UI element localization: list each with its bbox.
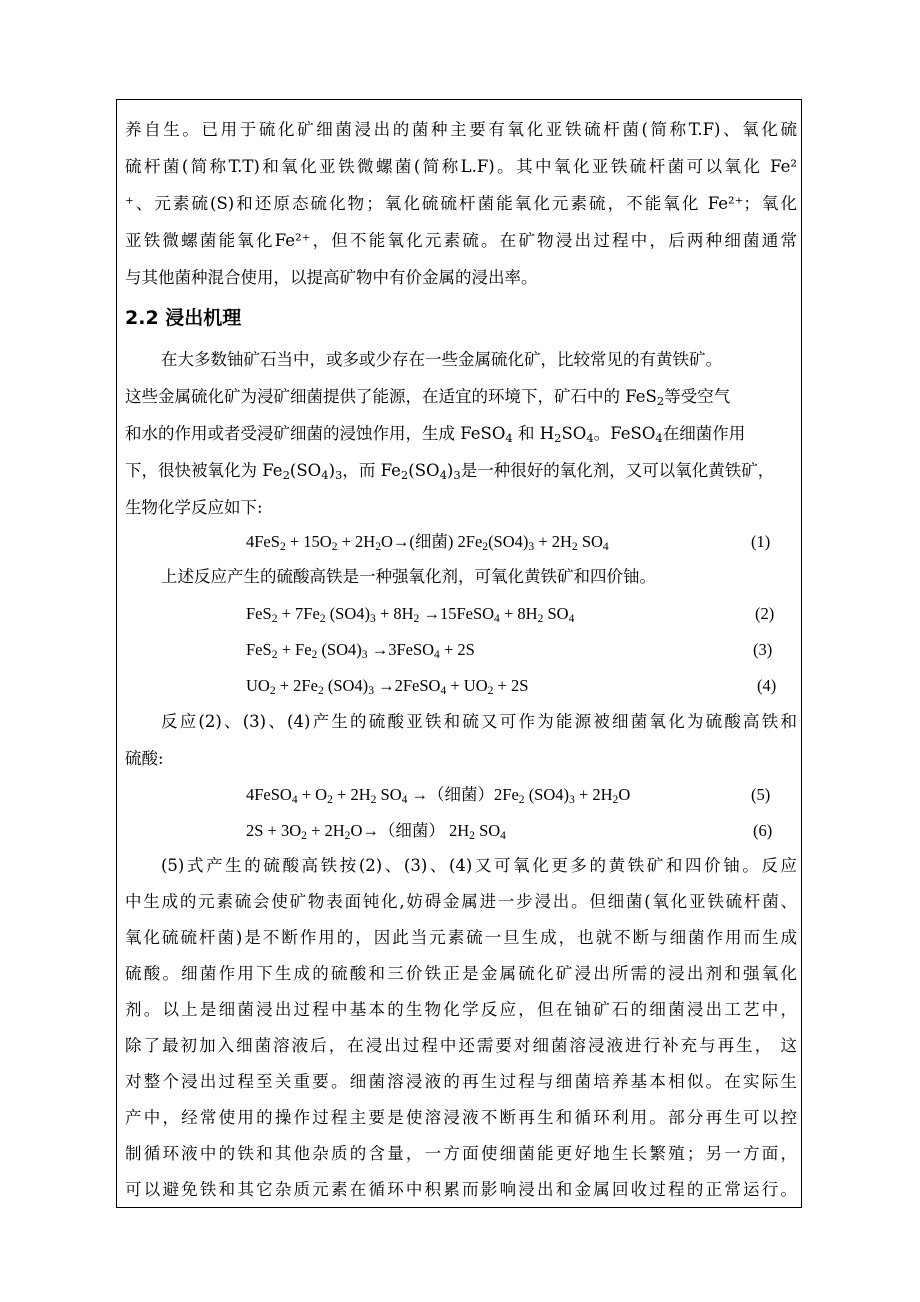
text-line: 产中，经常使用的操作过程主要是使溶浸液不断再生和循环利用。部分再生可以控: [125, 1108, 797, 1127]
text-line: 可以避免铁和其它杂质元素在循环中积累而影响浸出和金属回收过程的正常运行。: [125, 1180, 797, 1199]
text-line: 硫杆菌(简称T.T)和氧化亚铁微螺菌(简称L.F)。其中氧化亚铁硫杆菌可以氧化 Fe²: [125, 157, 797, 176]
equation-1: $4FeS_2 + 15O_2 + 2H_2O\to$(细菌) $2Fe_2(SO4)_3 + 2H_2$ $SO_4$: [246, 532, 609, 553]
text-line: 上述反应产生的硫酸高铁是一种强氧化剂，可氧化黄铁矿和四价铀。: [161, 567, 656, 586]
text-line: 与其他菌种混合使用，以提高矿物中有价金属的浸出率。: [125, 268, 538, 287]
equation-number: (6): [753, 821, 773, 840]
text-line: 剂。以上是细菌浸出过程中基本的生物化学反应，但在铀矿石的细菌浸出工艺中，: [125, 1000, 797, 1019]
text-line: 亚铁微螺菌能氧化Fe²⁺，但不能氧化元素硫。在矿物浸出过程中，后两种细菌通常: [125, 231, 797, 250]
equation-number: (1): [751, 532, 771, 551]
text-line: 中生成的元素硫会使矿物表面钝化,妨碍金属进一步浸出。但细菌(氧化亚铁硫杆菌、: [125, 892, 797, 911]
text-line: 下，很快被氧化为 $Fe_2(SO_4)_3$，而 $Fe_2(SO_4)_3$是一种很好的氧化剂，又可以氧化黄铁矿，: [125, 461, 775, 482]
text-line: 生物化学反应如下:: [125, 498, 263, 517]
text-line: 硫酸。细菌作用下生成的硫酸和三价铁正是金属硫化矿浸出所需的浸出剂和强氧化: [125, 964, 797, 983]
equation-4: $UO_2 + 2Fe_2$ $(SO4)_3$ →2FeSO$_4$ + $UO_2 + 2S$: [246, 676, 529, 697]
text-line: 这些金属硫化矿为浸矿细菌提供了能源，在适宜的环境下，矿石中的 FeS$_2$等受空气: [125, 387, 731, 408]
equation-3: $FeS_2 + Fe_2$ $(SO4)_3$ →3FeSO$_4$ + 2S: [246, 640, 475, 661]
text-line: 制循环液中的铁和其他杂质的含量，一方面使细菌能更好地生长繁殖；另一方面，: [125, 1144, 797, 1163]
equation-number: (5): [751, 785, 771, 804]
text-line: ⁺、元素硫(S)和还原态硫化物；氧化硫硫杆菌能氧化元素硫，不能氧化 Fe²⁺；氧化: [125, 194, 797, 213]
text-line: 硫酸:: [125, 749, 164, 768]
equation-number: (3): [753, 640, 773, 659]
text-line: 养自生。已用于硫化矿细菌浸出的菌种主要有氧化亚铁硫杆菌(简称T.F)、氧化硫: [125, 120, 797, 139]
text-line: 氧化硫硫杆菌)是不断作用的，因此当元素硫一旦生成，也就不断与细菌作用而生成: [125, 928, 797, 947]
equation-5: 4FeSO$_4$ + $O_2 + 2H_2$ $SO_4$ →（细菌）$2Fe_2$ $(SO4)_3 + 2H_2O$: [246, 785, 631, 806]
text-line: 对整个浸出过程至关重要。细菌溶浸液的再生过程与细菌培养基本相似。在实际生: [125, 1072, 797, 1091]
equation-number: (2): [755, 604, 775, 623]
equation-6: $2S + 3O_2 + 2H_2O\to$（细菌） $2H_2$ $SO_4$: [246, 821, 506, 842]
text-line: 除了最初加入细菌溶液后，在浸出过程中还需要对细菌溶浸液进行补充与再生， 这: [125, 1036, 797, 1055]
text-line: 和水的作用或者受浸矿细菌的浸蚀作用，生成 FeSO$_4$ 和 $H_2SO_4$。FeSO$_4$在细菌作用: [125, 424, 746, 445]
text-line: 反应(2)、(3)、(4)产生的硫酸亚铁和硫又可作为能源被细菌氧化为硫酸高铁和: [161, 712, 797, 731]
text-line: 在大多数铀矿石当中，或多或少存在一些金属硫化矿，比较常见的有黄铁矿。: [161, 350, 722, 369]
equation-number: (4): [757, 676, 777, 695]
equation-2: $FeS_2 + 7Fe_2$ $(SO4)_3 + 8H_2$ →15FeSO$_4$ + $8H_2$ $SO_4$: [246, 604, 575, 625]
section-heading: 2.2 浸出机理: [125, 307, 242, 329]
text-line: (5)式产生的硫酸高铁按(2)、(3)、(4)又可氧化更多的黄铁矿和四价铀。反应: [161, 856, 797, 875]
